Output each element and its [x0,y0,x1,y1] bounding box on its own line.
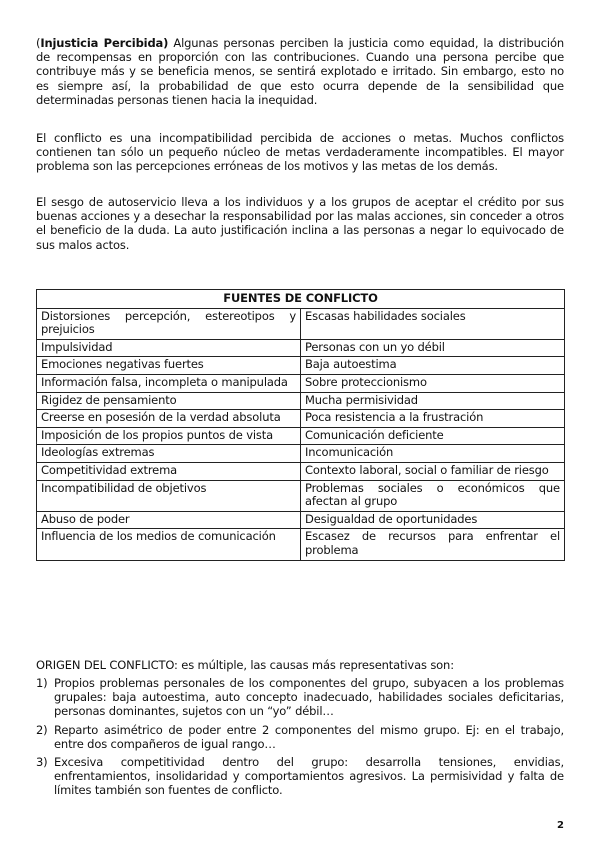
table-cell-left: Emociones negativas fuertes [37,357,301,375]
table-row [37,357,565,375]
injusticia-text: Algunas personas perciben la justicia como equidad, la distribución de recompensas en proporción con las contribuciones. Cuando una persona percibe que contribuye más y se beneficia menos, se sentirá explotado e irritado. Sin embargo, esto no es siempre así, la probabilidad de que esto ocurra depende de la sensibilidad que determinadas personas tienen hacia la inequidad. [36,36,564,107]
origin-title: ORIGEN DEL CONFLICTO: es múltiple, las causas más representativas son: [36,658,454,672]
table-title: FUENTES DE CONFLICTO [37,290,565,309]
table-cell-left: Incompatibilidad de objetivos [37,480,301,511]
table-cell-right: Sobre proteccionismo [301,374,565,392]
list-item [36,755,564,798]
list-item [36,676,564,719]
table-cell-left: Información falsa, incompleta o manipulada [37,374,301,392]
table-cell-left: Influencia de los medios de comunicación [37,529,301,560]
table-row [37,480,565,511]
table-cell-right: Incomunicación [301,445,565,463]
table-cell-right: Contexto laboral, social o familiar de riesgo [301,462,565,480]
table-cell-right: Problemas sociales o económicos que afectan al grupo [301,480,565,511]
table-cell-left: Abuso de poder [37,511,301,529]
open-paren: ( [36,36,41,50]
list-item-number: 1) [36,676,48,690]
table-cell-right: Escasez de recursos para enfrentar el problema [301,529,565,560]
table-cell-right: Poca resistencia a la frustración [301,410,565,428]
list-item-text: Propios problemas personales de los componentes del grupo, subyacen a los problemas grupales: baja autoestima, auto concepto inadecuado, habilidades sociales deficitarias, personas dominantes, sujetos con un “yo” débil… [54,676,564,719]
table-row [37,511,565,529]
table-cell-right: Desigualdad de oportunidades [301,511,565,529]
paragraph-injusticia [36,36,564,107]
table-body [37,308,565,560]
page-number: 2 [557,820,564,831]
paragraph-conflicto: El conflicto es una incompatibilidad percibida de acciones o metas. Muchos conflictos contienen tan sólo un pequeño núcleo de metas verdaderamente incompatibles. El mayor problema son las percepciones erróneas de los motivos y las metas de los demás. [36,131,564,174]
list-item-number: 2) [36,722,48,737]
table-cell-left: Imposición de los propios puntos de vista [37,427,301,445]
table-cell-left: Creerse en posesión de la verdad absoluta [37,410,301,428]
table-cell-right: Baja autoestima [301,357,565,375]
table-header-row [37,290,565,309]
table-cell-right: Mucha permisividad [301,392,565,410]
list-item-text: Excesiva competitividad dentro del grupo: desarrolla tensiones, envidias, enfrentamientos, insolidaridad y comportamientos agresivos. La permisividad y falta de límites también son fuentes de conflicto. [54,755,564,798]
table-row [37,339,565,357]
table-row [37,427,565,445]
table-row [37,392,565,410]
origin-list [36,676,564,802]
injusticia-heading: Injusticia Percibida) [40,36,169,50]
table-row [37,529,565,560]
list-item-text: Reparto asimétrico de poder entre 2 componentes del mismo grupo. Ej: en el trabajo, entre dos compañeros de igual rango… [54,722,564,751]
sources-table [36,289,565,561]
table-cell-right: Personas con un yo débil [301,339,565,357]
table-cell-right: Comunicación deficiente [301,427,565,445]
paragraph-sesgo: El sesgo de autoservicio lleva a los individuos y a los grupos de aceptar el crédito por sus buenas acciones y a desechar la responsabilidad por las malas acciones, sin conceder a otros el beneficio de la duda. La auto justificación inclina a las personas a negar lo equivocado de sus malos actos. [36,195,564,252]
table-row [37,308,565,339]
table-cell-left: Ideologías extremas [37,445,301,463]
table-row [37,445,565,463]
table-cell-left: Distorsiones percepción, estereotipos y prejuicios [37,308,301,339]
list-item [36,723,564,751]
list-item-number: 3) [36,755,48,770]
table-cell-left: Competitividad extrema [37,462,301,480]
table-row [37,374,565,392]
table-cell-left: Impulsividad [37,339,301,357]
table-row [37,410,565,428]
table-cell-right: Escasas habilidades sociales [301,308,565,339]
table-row [37,462,565,480]
table-cell-left: Rigidez de pensamiento [37,392,301,410]
